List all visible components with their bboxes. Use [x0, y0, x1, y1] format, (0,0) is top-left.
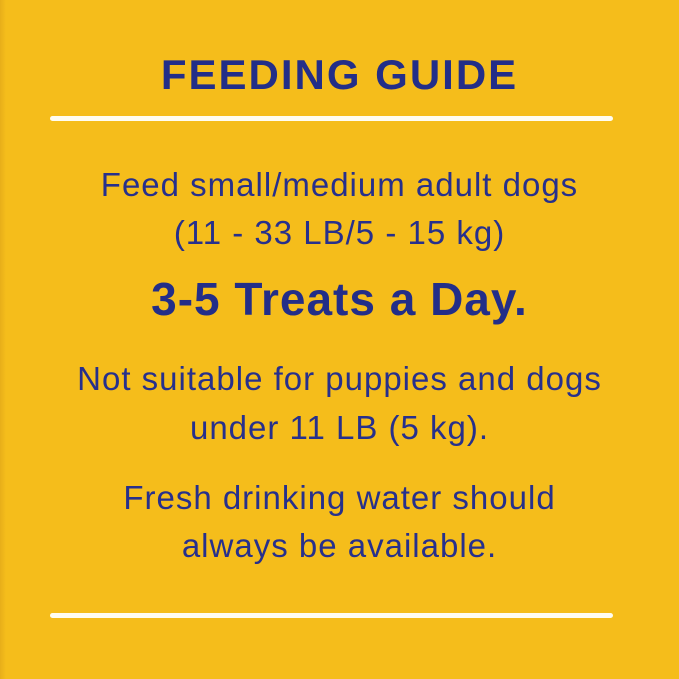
warning-line-2: under 11 LB (5 kg). [189, 409, 490, 446]
top-divider-line [50, 116, 613, 121]
water-advice-text [0, 474, 679, 570]
hydration-line-1: Fresh drinking water should [123, 479, 556, 516]
treats-per-day-emphasis: 3-5 Treats a Day. [151, 273, 528, 325]
feeding-guide-title: FEEDING GUIDE [160, 51, 519, 98]
dosage-line-1: Feed small/medium adult dogs [100, 166, 579, 203]
warning-line-1: Not suitable for puppies and dogs [77, 360, 602, 397]
dosage-line-2: (11 - 33 LB/5 - 15 kg) [173, 214, 506, 251]
dosage-text [0, 161, 679, 257]
hydration-line-2: always be available. [181, 527, 498, 564]
bottom-divider-line [50, 613, 613, 618]
puppy-warning-text [0, 354, 679, 452]
